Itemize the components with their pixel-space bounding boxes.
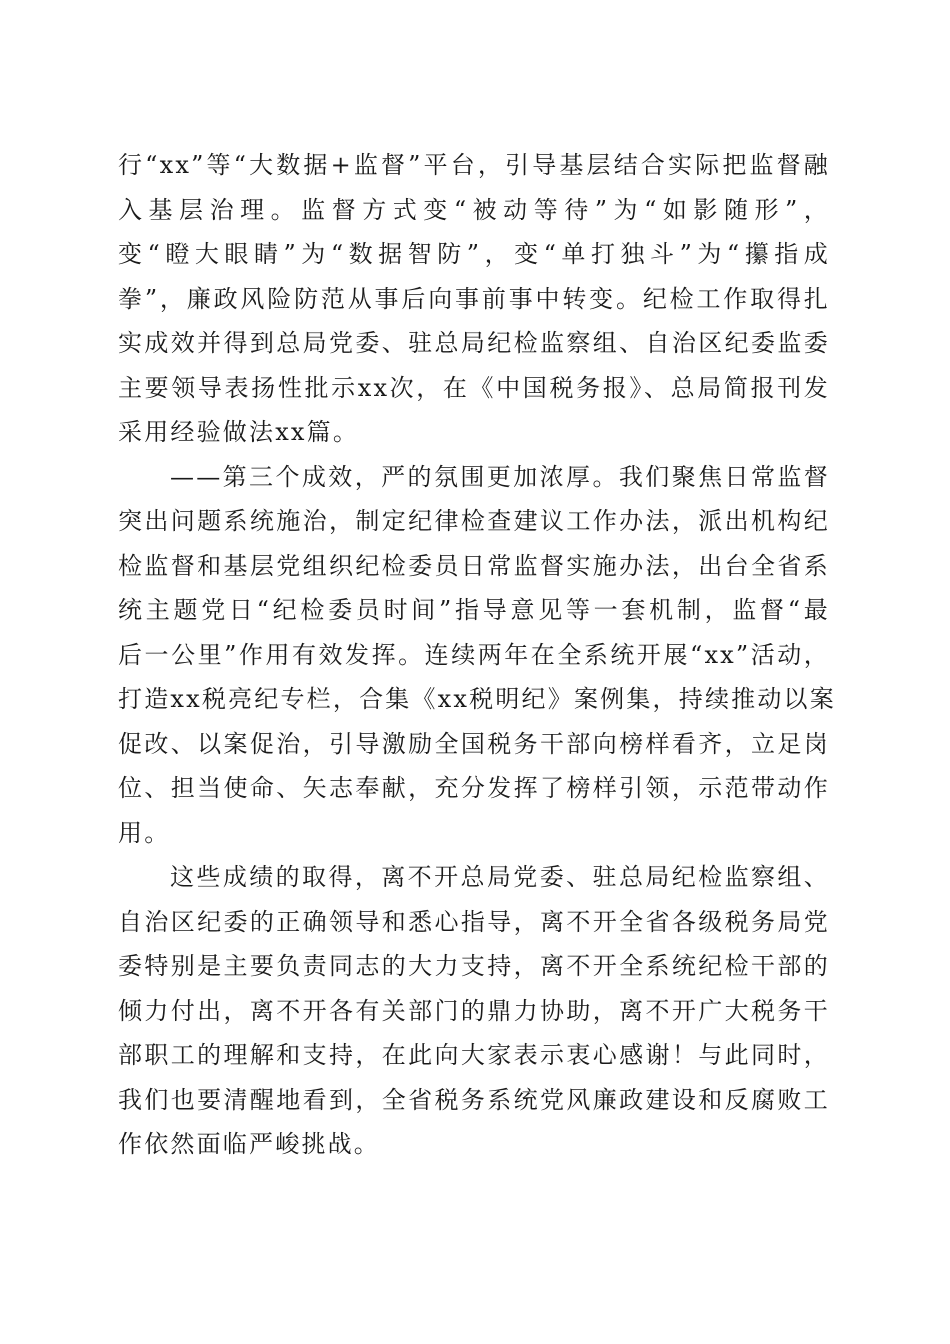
text-line: 后一公里”作用有效发挥。连续两年在全系统开展“xx”活动， bbox=[118, 640, 830, 669]
paragraph-acknowledgement bbox=[118, 855, 830, 1167]
text-line: 拳”，廉政风险防范从事后向事前事中转变。纪检工作取得扎 bbox=[118, 284, 830, 313]
text-line: 作依然面临严峻挑战。 bbox=[118, 1130, 380, 1158]
document-body bbox=[118, 143, 836, 1167]
text-line: 倾力付出，离不开各有关部门的鼎力协助，离不开广大税务干 bbox=[118, 996, 830, 1025]
text-line: ——第三个成效，严的氛围更加浓厚。我们聚焦日常监督 bbox=[170, 462, 830, 491]
text-line: 打造xx税亮纪专栏，合集《xx税明纪》案例集，持续推动以案 bbox=[118, 685, 836, 713]
text-line: 部职工的理解和支持，在此向大家表示衷心感谢！与此同时， bbox=[118, 1041, 830, 1069]
text-line: 我们也要清醒地看到，全省税务系统党风廉政建设和反腐败工 bbox=[118, 1085, 830, 1114]
text-line: 自治区纪委的正确领导和悉心指导，离不开全省各级税务局党 bbox=[118, 907, 830, 936]
text-line: 行“xx”等“大数据+监督”平台，引导基层结合实际把监督融 bbox=[118, 151, 830, 179]
paragraph-third-achievement bbox=[118, 455, 836, 856]
text-line: 这些成绩的取得，离不开总局党委、驻总局纪检监察组、 bbox=[170, 863, 830, 891]
text-line: 主要领导表扬性批示xx次，在《中国税务报》、总局简报刊发 bbox=[118, 373, 830, 402]
text-line: 用。 bbox=[118, 818, 171, 847]
paragraph-continuation bbox=[118, 143, 830, 455]
text-line: 突出问题系统施治，制定纪律检查建议工作办法，派出机构纪 bbox=[118, 507, 830, 535]
text-line: 统主题党日“纪检委员时间”指导意见等一套机制，监督“最 bbox=[118, 596, 830, 624]
text-line: 促改、以案促治，引导激励全国税务干部向榜样看齐，立足岗 bbox=[118, 729, 830, 758]
text-line: 入基层治理。监督方式变“被动等待”为“如影随形”， bbox=[118, 195, 830, 224]
text-line: 采用经验做法xx篇。 bbox=[118, 418, 360, 446]
text-line: 变“瞪大眼睛”为“数据智防”，变“单打独斗”为“攥指成 bbox=[118, 240, 830, 268]
text-line: 实成效并得到总局党委、驻总局纪检监察组、自治区纪委监委 bbox=[118, 329, 830, 357]
text-line: 位、担当使命、矢志奉献，充分发挥了榜样引领，示范带动作 bbox=[118, 774, 830, 802]
text-line: 委特别是主要负责同志的大力支持，离不开全系统纪检干部的 bbox=[118, 952, 830, 980]
text-line: 检监督和基层党组织纪检委员日常监督实施办法，出台全省系 bbox=[118, 551, 830, 580]
